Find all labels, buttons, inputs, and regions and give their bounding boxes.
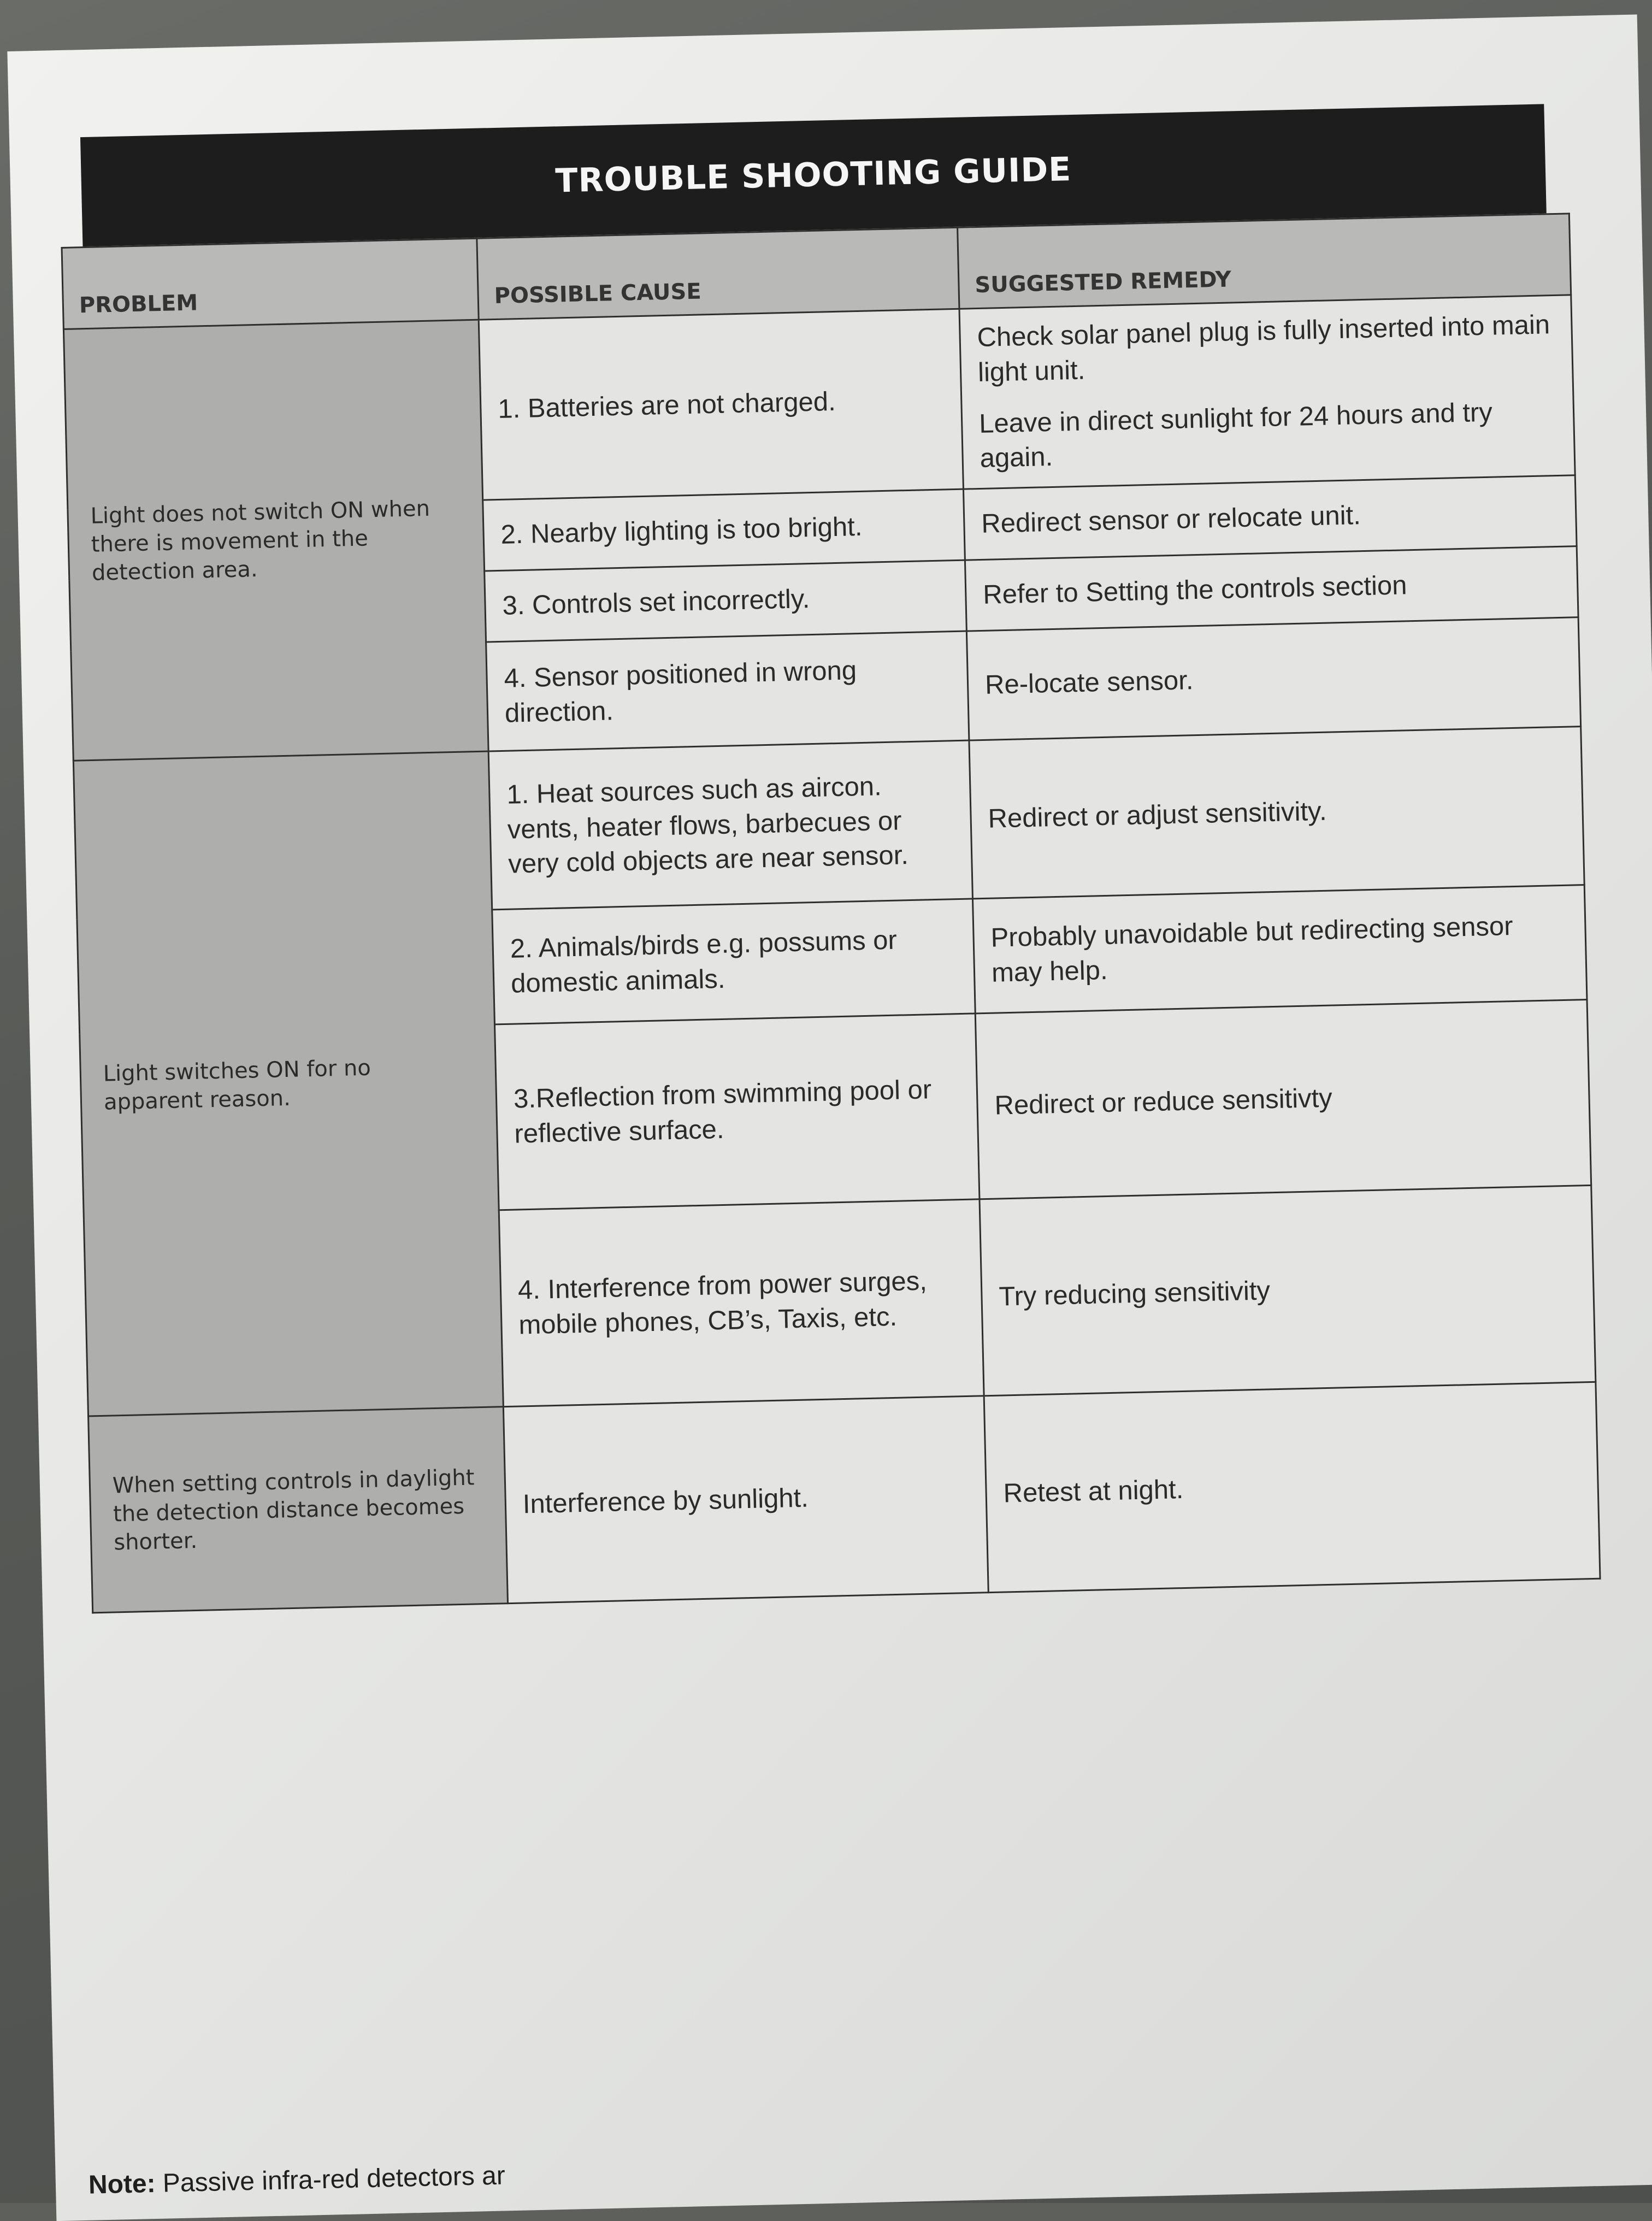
problem-cell: When setting controls in daylight the detection distance becomes shorter. [88,1407,508,1613]
remedy-text: Try reducing sensitivity [998,1275,1271,1312]
remedy-cell [969,727,1584,899]
header-remedy: SUGGESTED REMEDY [958,214,1571,309]
problem-cell: Light switches ON for no apparent reason. [73,751,503,1416]
printed-sheet [7,14,1652,2221]
remedy-text: Redirect or reduce sensitivty [994,1083,1333,1121]
cause-cell: 1. Batteries are not charged. [479,309,963,500]
table-row [63,295,1575,510]
remedy-cell [966,617,1580,740]
remedy-cell [972,885,1586,1014]
footer-note [88,2160,505,2200]
note-text: Passive infra-red detectors ar [162,2161,506,2198]
cause-cell: 3. Controls set incorrectly. [485,560,967,642]
header-problem: PROBLEM [62,238,479,329]
cause-cell: Interference by sunlight. [503,1396,988,1604]
table-body [63,295,1600,1613]
cause-cell: 1. Heat sources such as aircon. vents, heater flows, barbecues or very cold objects are near sensor. [488,740,972,910]
remedy-text: Check solar panel plug is fully inserted into main light unit. [977,310,1550,387]
cause-cell: 2. Animals/birds e.g. possums or domestic animals. [492,899,976,1024]
cause-cell: 4. Interference from power surges, mobile phones, CB’s, Taxis, etc. [499,1199,984,1407]
remedy-text: Probably unavoidable but redirecting sensor may help. [990,911,1514,988]
remedy-cell [984,1382,1600,1592]
remedy-text: Redirect sensor or relocate unit. [981,500,1361,539]
remedy-cell [965,546,1578,631]
cause-cell: 2. Nearby lighting is too bright. [483,489,965,571]
remedy-text: Refer to Setting the controls section [982,570,1408,610]
remedy-cell [975,999,1591,1199]
header-cause: POSSIBLE CAUSE [477,227,959,320]
remedy-cell [963,475,1577,560]
remedy-text: Leave in direct sunlight for 24 hours and try again. [978,397,1493,474]
remedy-cell [980,1185,1596,1395]
troubleshooting-table [61,213,1601,1613]
remedy-text: Re-locate sensor. [984,665,1194,700]
remedy-cell [959,295,1575,489]
problem-cell: Light does not switch ON when there is movement in the detection area. [63,320,488,761]
cause-cell: 4. Sensor positioned in wrong direction. [486,631,969,751]
remedy-text: Redirect or adjust sensitivity. [988,796,1328,834]
note-label: Note: [88,2169,156,2200]
table-row [88,1382,1600,1613]
page-title: TROUBLE SHOOTING GUIDE [554,150,1072,201]
cause-cell: 3.Reflection from swimming pool or reflective surface. [494,1014,979,1210]
remedy-text: Retest at night. [1003,1474,1184,1509]
